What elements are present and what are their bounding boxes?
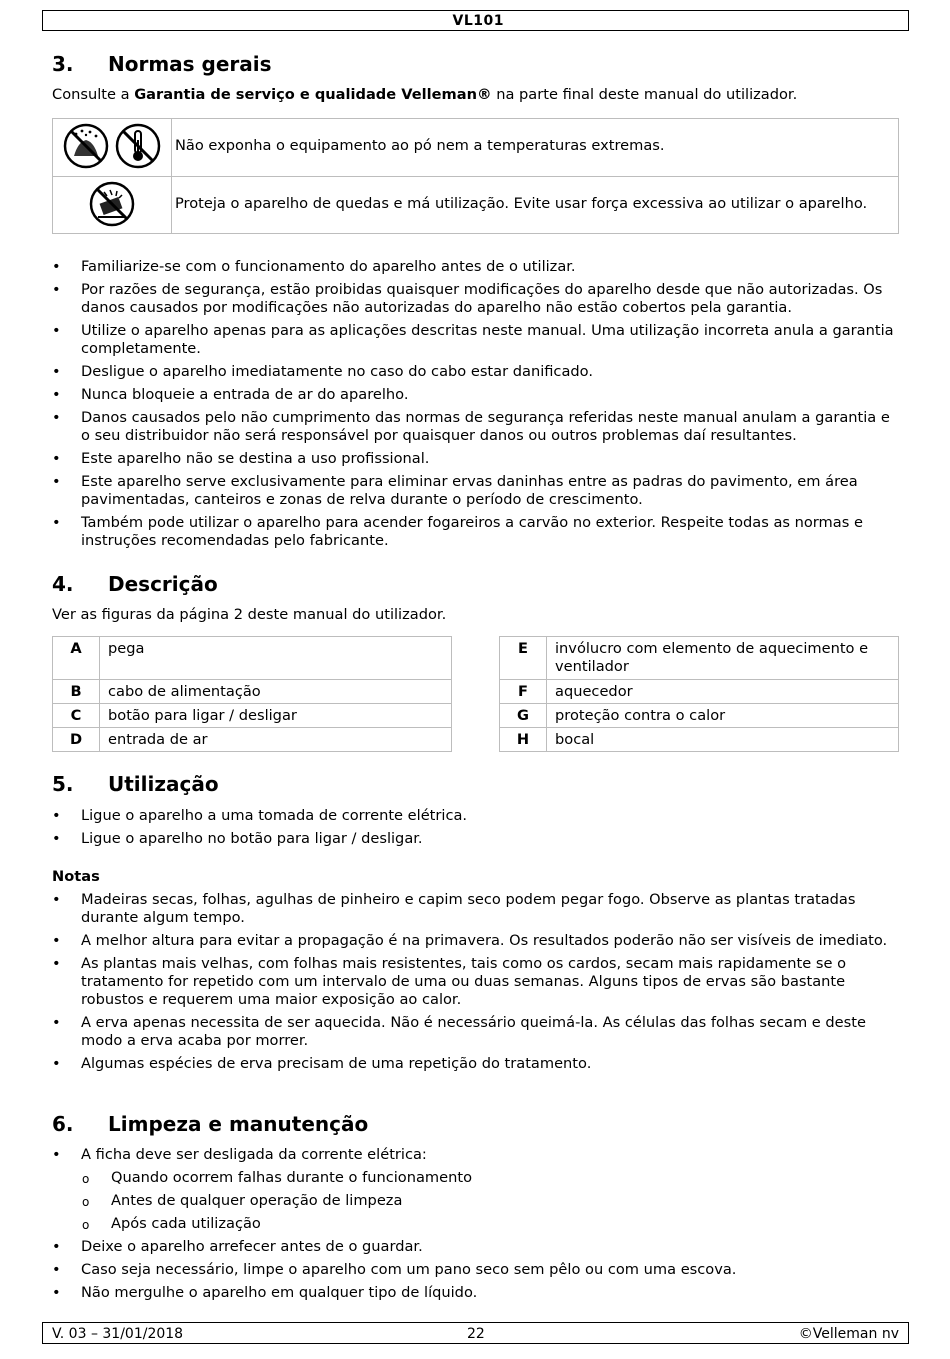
list-item: • Ligue o aparelho a uma tomada de corrente elétrica. xyxy=(52,807,902,825)
list-item: • Caso seja necessário, limpe o aparelho com um pano seco sem pêlo ou com uma escova. xyxy=(52,1261,902,1279)
list-item: • Algumas espécies de erva precisam de uma repetição do tratamento. xyxy=(52,1055,902,1073)
general-rules-list xyxy=(52,258,902,555)
cleaning-list xyxy=(52,1146,902,1307)
section-heading-descricao: 4. Descrição xyxy=(52,572,218,596)
list-item: • Também pode utilizar o aparelho para acender fogareiros a carvão no exterior. Respeite todas as normas e instruções recomendadas pelo fabricante. xyxy=(52,514,902,550)
table-row: H bocal xyxy=(500,728,899,752)
list-item: • Desligue o aparelho imediatamente no caso do cabo estar danificado. xyxy=(52,363,902,381)
table-row: D entrada de ar xyxy=(53,728,452,752)
table-row: B cabo de alimentação xyxy=(53,680,452,704)
icon-row xyxy=(53,177,898,234)
section-heading-limpeza: 6. Limpeza e manutenção xyxy=(52,1112,369,1136)
list-item: • Familiarize-se com o funcionamento do aparelho antes de o utilizar. xyxy=(52,258,902,276)
sub-list-item: o Após cada utilização xyxy=(52,1215,902,1233)
icon-row-text: Proteja o aparelho de quedas e má utilização. Evite usar força excessiva ao utilizar o aparelho. xyxy=(175,195,868,212)
list-item: • A melhor altura para evitar a propagação é na primavera. Os resultados poderão não ser visíveis de imediato. xyxy=(52,932,902,950)
copyright: ©Velleman nv xyxy=(798,1326,899,1342)
list-item: • A erva apenas necessita de ser aquecida. Não é necessário queimá-la. As células das folhas secam e deste modo a erva acaba por morrer. xyxy=(52,1014,902,1050)
model-title: VL101 xyxy=(452,13,504,29)
sub-list-item: o Antes de qualquer operação de limpeza xyxy=(52,1192,902,1210)
section-heading-normas-gerais: 3. Normas gerais xyxy=(52,52,272,76)
section-intro: Consulte a Garantia de serviço e qualidade Velleman® na parte final deste manual do utilizador. xyxy=(52,86,798,103)
list-item: • Não mergulhe o aparelho em qualquer tipo de líquido. xyxy=(52,1284,902,1302)
page-header xyxy=(42,10,909,31)
list-item: • Nunca bloqueie a entrada de ar do aparelho. xyxy=(52,386,902,404)
section-intro: Ver as figuras da página 2 deste manual do utilizador. xyxy=(52,606,447,623)
list-item: • Deixe o aparelho arrefecer antes de o guardar. xyxy=(52,1238,902,1256)
table-row: E invólucro com elemento de aquecimento e ventilador xyxy=(500,637,899,680)
usage-list xyxy=(52,807,902,853)
table-row: F aquecedor xyxy=(500,680,899,704)
no-extreme-temperature-icon xyxy=(114,122,162,174)
section-heading-utilizacao: 5. Utilização xyxy=(52,772,219,796)
no-drop-misuse-icon xyxy=(88,180,136,232)
list-item: • Ligue o aparelho no botão para ligar / desligar. xyxy=(52,830,902,848)
sub-list-item: o Quando ocorrem falhas durante o funcionamento xyxy=(52,1169,902,1187)
list-item: • Utilize o aparelho apenas para as aplicações descritas neste manual. Uma utilização incorreta anula a garantia completamente. xyxy=(52,322,902,358)
list-item: • A ficha deve ser desligada da corrente elétrica: xyxy=(52,1146,902,1164)
table-row: C botão para ligar / desligar xyxy=(53,704,452,728)
icon-row-text: Não exponha o equipamento ao pó nem a temperaturas extremas. xyxy=(175,137,665,154)
list-item: • Este aparelho serve exclusivamente para eliminar ervas daninhas entre as padras do pavimento, em área pavimentadas, canteiros e zonas de relva durante o período de crescimento. xyxy=(52,473,902,509)
notes-list xyxy=(52,891,902,1078)
notes-heading: Notas xyxy=(52,868,100,885)
list-item: • Este aparelho não se destina a uso profissional. xyxy=(52,450,902,468)
no-dust-icon xyxy=(62,122,110,174)
safety-icon-table xyxy=(52,118,899,234)
version-date: V. 03 – 31/01/2018 xyxy=(52,1326,184,1342)
parts-table-right xyxy=(499,636,899,752)
list-item: • As plantas mais velhas, com folhas mais resistentes, tais como os cardos, secam mais rapidamente se o tratamento for repetido com um intervalo de uma ou duas semanas. Alguns tipos de ervas são bastante robustos e requerem uma maior exposição ao calor. xyxy=(52,955,902,1009)
icon-row xyxy=(53,119,898,176)
page-footer xyxy=(42,1322,909,1344)
list-item: • Madeiras secas, folhas, agulhas de pinheiro e capim seco podem pegar fogo. Observe as plantas tratadas durante algum tempo. xyxy=(52,891,902,927)
page-number: 22 xyxy=(467,1326,485,1342)
table-row: A pega xyxy=(53,637,452,680)
list-item: • Danos causados pelo não cumprimento das normas de segurança referidas neste manual anulam a garantia e o seu distribuidor não será responsável por quaisquer danos ou outros problemas daí resultantes. xyxy=(52,409,902,445)
table-row: G proteção contra o calor xyxy=(500,704,899,728)
list-item: • Por razões de segurança, estão proibidas quaisquer modificações do aparelho desde que não autorizadas. Os danos causados por modificações não autorizadas do aparelho não estão cobertos pela garantia. xyxy=(52,281,902,317)
parts-table-left xyxy=(52,636,452,752)
